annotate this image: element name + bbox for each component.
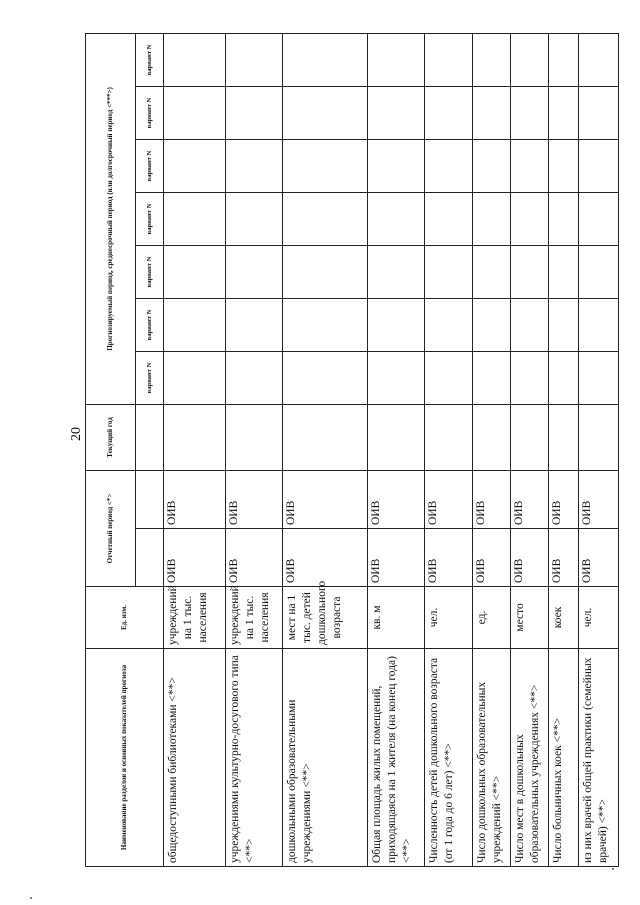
empty-cell: [549, 86, 579, 139]
empty-cell: [164, 404, 226, 470]
row-unit: чел.: [425, 587, 473, 649]
empty-cell: [579, 404, 619, 470]
empty-cell: [226, 245, 283, 298]
header-reporting: Отчетный период <*>: [86, 470, 136, 586]
empty-cell: [283, 245, 368, 298]
row-reporting-2: ОИВ: [164, 470, 226, 528]
table-row: [579, 33, 619, 866]
table-row: [425, 33, 473, 866]
empty-cell: [511, 245, 549, 298]
empty-cell: [473, 351, 511, 404]
row-unit: учреждений на 1 тыс. населения: [164, 587, 226, 649]
header-sub-empty: [136, 404, 164, 470]
empty-cell: [511, 139, 549, 192]
empty-cell: [425, 192, 473, 245]
empty-cell: [226, 404, 283, 470]
empty-cell: [473, 192, 511, 245]
table-row: [368, 33, 425, 866]
header-variant: вариант N: [136, 298, 164, 351]
empty-cell: [368, 404, 425, 470]
header-unit: Ед. изм.: [86, 587, 164, 649]
empty-cell: [579, 245, 619, 298]
empty-cell: [425, 139, 473, 192]
empty-cell: [511, 351, 549, 404]
empty-cell: [226, 139, 283, 192]
empty-cell: [511, 86, 549, 139]
row-reporting-1: ОИВ: [368, 529, 425, 587]
empty-cell: [473, 245, 511, 298]
empty-cell: [164, 245, 226, 298]
empty-cell: [425, 404, 473, 470]
empty-cell: [226, 33, 283, 86]
empty-cell: [368, 139, 425, 192]
empty-cell: [549, 192, 579, 245]
header-variant: вариант N: [136, 192, 164, 245]
empty-cell: [164, 192, 226, 245]
empty-cell: [368, 245, 425, 298]
header-variant: вариант N: [136, 245, 164, 298]
empty-cell: [579, 298, 619, 351]
empty-cell: [549, 245, 579, 298]
empty-cell: [425, 298, 473, 351]
empty-cell: [579, 139, 619, 192]
scan-speck: [30, 897, 32, 899]
table-row: [549, 33, 579, 866]
row-reporting-1: ОИВ: [549, 529, 579, 587]
row-reporting-2: ОИВ: [425, 470, 473, 528]
empty-cell: [511, 404, 549, 470]
table-row: [283, 33, 368, 866]
empty-cell: [283, 33, 368, 86]
empty-cell: [368, 351, 425, 404]
empty-cell: [283, 86, 368, 139]
row-name: общедоступными библиотеками <**>: [164, 649, 226, 867]
empty-cell: [368, 298, 425, 351]
empty-cell: [368, 33, 425, 86]
row-unit: место: [511, 587, 549, 649]
empty-cell: [368, 192, 425, 245]
empty-cell: [549, 404, 579, 470]
row-unit: коек: [549, 587, 579, 649]
row-unit: учреждений на 1 тыс. населения: [226, 587, 283, 649]
scan-speck: [612, 868, 614, 870]
rotated-table-sheet: [85, 34, 609, 867]
empty-cell: [283, 298, 368, 351]
row-name: Число мест в дошкольных образовательных учреждениях <**>: [511, 649, 549, 867]
row-reporting-2: ОИВ: [368, 470, 425, 528]
empty-cell: [473, 139, 511, 192]
empty-cell: [425, 33, 473, 86]
empty-cell: [164, 298, 226, 351]
empty-cell: [283, 351, 368, 404]
empty-cell: [226, 86, 283, 139]
row-name: Общая площадь жилых помещений, приходящаяся на 1 жителя (на конец года) <**>: [368, 649, 425, 867]
empty-cell: [511, 298, 549, 351]
empty-cell: [579, 351, 619, 404]
empty-cell: [226, 298, 283, 351]
empty-cell: [226, 351, 283, 404]
header-variant: вариант N: [136, 139, 164, 192]
header-sub-empty: [136, 529, 164, 587]
row-reporting-1: ОИВ: [164, 529, 226, 587]
header-name: Наименование разделов и основных показателей прогноза: [86, 649, 164, 867]
forecast-table: [85, 33, 619, 867]
row-name: дошкольными образовательными учреждениями <**>: [283, 649, 368, 867]
row-reporting-2: ОИВ: [473, 470, 511, 528]
header-forecast: Прогнозируемый период, среднесрочный период (или долгосрочный период <***>): [86, 33, 136, 404]
row-name: Число больничных коек <**>: [549, 649, 579, 867]
header-variant: вариант N: [136, 86, 164, 139]
empty-cell: [579, 33, 619, 86]
empty-cell: [425, 86, 473, 139]
empty-cell: [579, 86, 619, 139]
header-variant: вариант N: [136, 351, 164, 404]
row-reporting-2: ОИВ: [283, 470, 368, 528]
table-row: [164, 33, 226, 866]
empty-cell: [368, 86, 425, 139]
row-name: учреждениями культурно-досугового типа <**>: [226, 649, 283, 867]
empty-cell: [164, 351, 226, 404]
empty-cell: [164, 86, 226, 139]
empty-cell: [283, 404, 368, 470]
empty-cell: [164, 33, 226, 86]
empty-cell: [473, 86, 511, 139]
row-name: Число дошкольных образовательных учреждений <**>: [473, 649, 511, 867]
empty-cell: [549, 351, 579, 404]
empty-cell: [473, 298, 511, 351]
row-reporting-1: ОИВ: [579, 529, 619, 587]
row-reporting-1: ОИВ: [226, 529, 283, 587]
empty-cell: [164, 139, 226, 192]
empty-cell: [511, 33, 549, 86]
empty-cell: [549, 33, 579, 86]
row-reporting-2: ОИВ: [226, 470, 283, 528]
empty-cell: [226, 192, 283, 245]
row-unit: ед.: [473, 587, 511, 649]
table-row: [473, 33, 511, 866]
empty-cell: [425, 245, 473, 298]
row-reporting-2: ОИВ: [549, 470, 579, 528]
row-unit: кв. м: [368, 587, 425, 649]
row-reporting-1: ОИВ: [473, 529, 511, 587]
empty-cell: [283, 139, 368, 192]
table-row: [511, 33, 549, 866]
header-sub-empty: [136, 470, 164, 528]
header-current: Текущий год: [86, 404, 136, 470]
page-number: 20: [69, 427, 84, 441]
empty-cell: [283, 192, 368, 245]
empty-cell: [549, 298, 579, 351]
empty-cell: [473, 404, 511, 470]
row-reporting-1: ОИВ: [283, 529, 368, 587]
empty-cell: [473, 33, 511, 86]
row-reporting-1: ОИВ: [425, 529, 473, 587]
row-reporting-2: ОИВ: [511, 470, 549, 528]
row-reporting-1: ОИВ: [511, 529, 549, 587]
row-unit: мест на 1 тыс. детей дошкольного возраста: [283, 587, 368, 649]
empty-cell: [549, 139, 579, 192]
table-row: [226, 33, 283, 866]
empty-cell: [511, 192, 549, 245]
empty-cell: [579, 192, 619, 245]
empty-cell: [425, 351, 473, 404]
row-name: из них врачей общей практики (семейных врачей) <**>: [579, 649, 619, 867]
row-reporting-2: ОИВ: [579, 470, 619, 528]
header-variant: вариант N: [136, 33, 164, 86]
row-name: Численность детей дошкольного возраста (от 1 года до 6 лет) <**>: [425, 649, 473, 867]
row-unit: чел.: [579, 587, 619, 649]
